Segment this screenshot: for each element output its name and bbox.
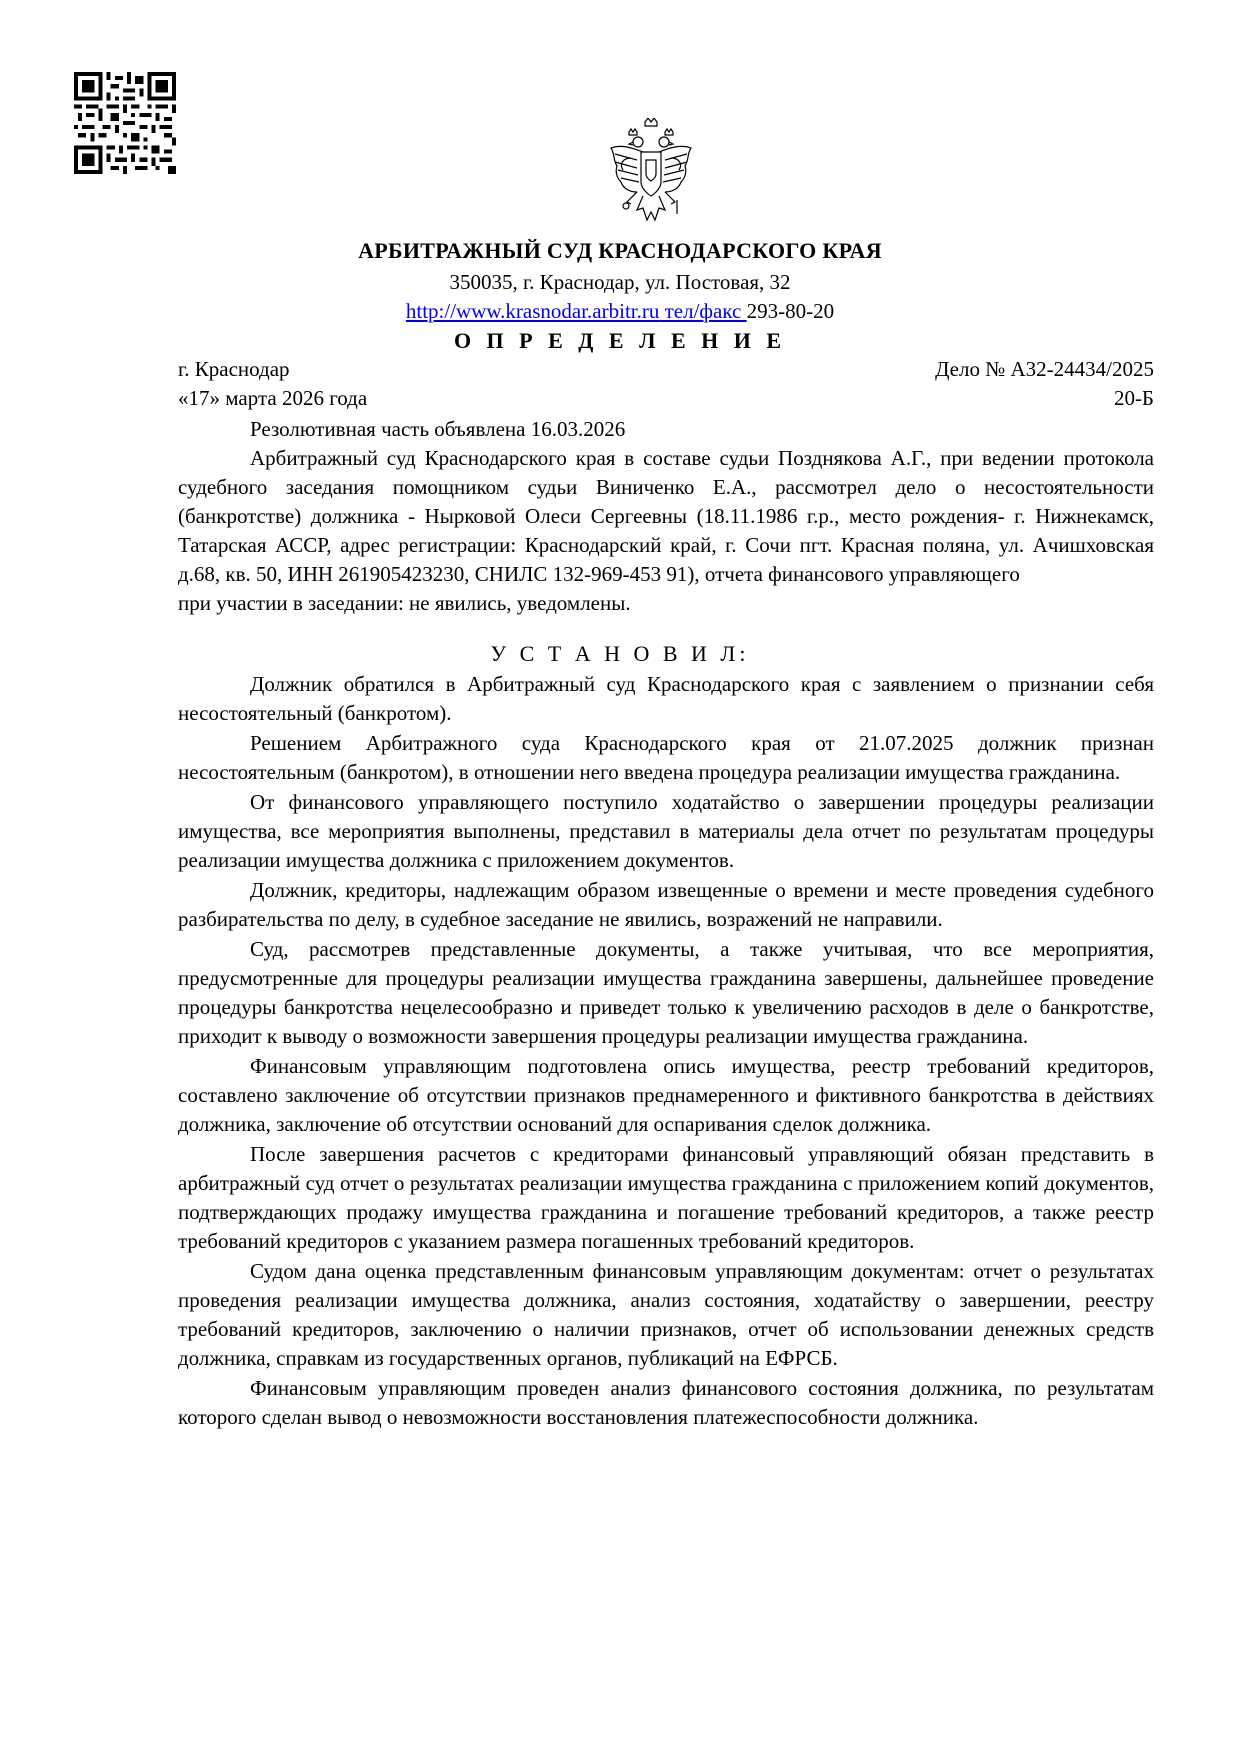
court-website-link[interactable]: http://www.krasnodar.arbitr.ru — [405, 299, 660, 323]
established-body — [178, 670, 1154, 1433]
paragraph: После завершения расчетов с кредиторами финансовый управляющий обязан представить в арбитражный суд отчет о результатах реализации имущества гражданина с приложением копий документов, подтверждающих продажу имущества гражданина и погашение требований кредиторов, а также реестр требований кредиторов с указанием размера погашенных требований кредиторов. — [178, 1142, 1154, 1253]
paragraph: От финансового управляющего поступило ходатайство о завершении процедуры реализации имущества, все мероприятия выполнены, представил в материалы дела отчет по результатам процедуры реализации имущества должника с приложением документов. — [178, 790, 1154, 872]
department: 20-Б — [1113, 386, 1154, 410]
case-number: Дело № А32-24434/2025 — [935, 357, 1154, 381]
resolution-note: Резолютивная часть объявлена 16.03.2026 — [250, 417, 626, 441]
qr-code-icon — [74, 72, 176, 174]
court-address: 350035, г. Краснодар, ул. Постовая, 32 — [449, 270, 791, 294]
paragraph: Должник, кредиторы, надлежащим образом извещенные о времени и месте проведения судебного разбирательства по делу, в судебное заседание не явились, возражений не направили. — [178, 878, 1154, 931]
paragraph: Решением Арбитражного суда Краснодарского края от 21.07.2025 должник признан несостоятельным (банкротом), в отношении него введена процедура реализации имущества гражданина. — [178, 731, 1154, 784]
document-title: О П Р Е Д Е Л Е Н И Е — [453, 328, 787, 353]
court-contacts — [0, 299, 1240, 324]
established-heading: У С Т А Н О В И Л: — [490, 641, 750, 666]
intro-block — [178, 444, 1154, 618]
intro-paragraph: Арбитражный суд Краснодарского края в составе судьи Позднякова А.Г., при ведении протокола судебного заседания помощником судьи Виниченко Е.А., рассмотрел дело о несостоятельности (банкротстве) должника - Нырковой Олеси Сергеевны (18.11.1986 г.р., место рождения- г. Нижнекамск, Татарская АССР, адрес регистрации: Краснодарский край, г. Сочи пгт. Красная поляна, ул. Ачишховская д.68, кв. 50, ИНН 261905423230, СНИЛС 132-969-453 91), отчета финансового управляющего — [178, 446, 1154, 586]
attendance-paragraph: при участии в заседании: не явились, уведомлены. — [178, 591, 631, 615]
court-phone: 293-80-20 — [746, 299, 835, 323]
paragraph: Судом дана оценка представленным финансовым управляющим документам: отчет о результатах проведения реализации имущества должника, анализ состояния, ходатайству о завершении, реестру требований кредиторов, заключению о наличии признаков, отчет об использовании денежных средств должника, справкам из государственных органов, публикаций на ЕФРСБ. — [178, 1259, 1154, 1370]
paragraph: Должник обратился в Арбитражный суд Краснодарского края с заявлением о признании себя несостоятельный (банкротом). — [178, 672, 1154, 725]
coat-of-arms-icon — [605, 118, 697, 232]
paragraph: Финансовым управляющим подготовлена опись имущества, реестр требований кредиторов, составлено заключение об отсутствии признаков преднамеренного и фиктивного банкротства в действиях должника, заключение об отсутствии оснований для оспаривания сделок должника. — [178, 1054, 1154, 1136]
document-date: «17» марта 2026 года — [178, 386, 368, 410]
city-case-row — [178, 357, 1154, 382]
city: г. Краснодар — [178, 357, 290, 381]
date-department-row — [178, 386, 1154, 411]
phone-label: тел/факс — [659, 299, 747, 323]
court-name: АРБИТРАЖНЫЙ СУД КРАСНОДАРСКОГО КРАЯ — [358, 238, 882, 263]
resolution-note-block — [178, 415, 1154, 444]
paragraph: Суд, рассмотрев представленные документы, а также учитывая, что все мероприятия, предусмотренные для процедуры реализации имущества гражданина завершены, дальнейшее проведение процедуры банкротства нецелесообразно и приведет только к увеличению расходов в деле о банкротстве, приходит к выводу о возможности завершения процедуры реализации имущества гражданина. — [178, 937, 1154, 1048]
paragraph: Финансовым управляющим проведен анализ финансового состояния должника, по результатам которого сделан вывод о невозможности восстановления платежеспособности должника. — [178, 1376, 1154, 1429]
